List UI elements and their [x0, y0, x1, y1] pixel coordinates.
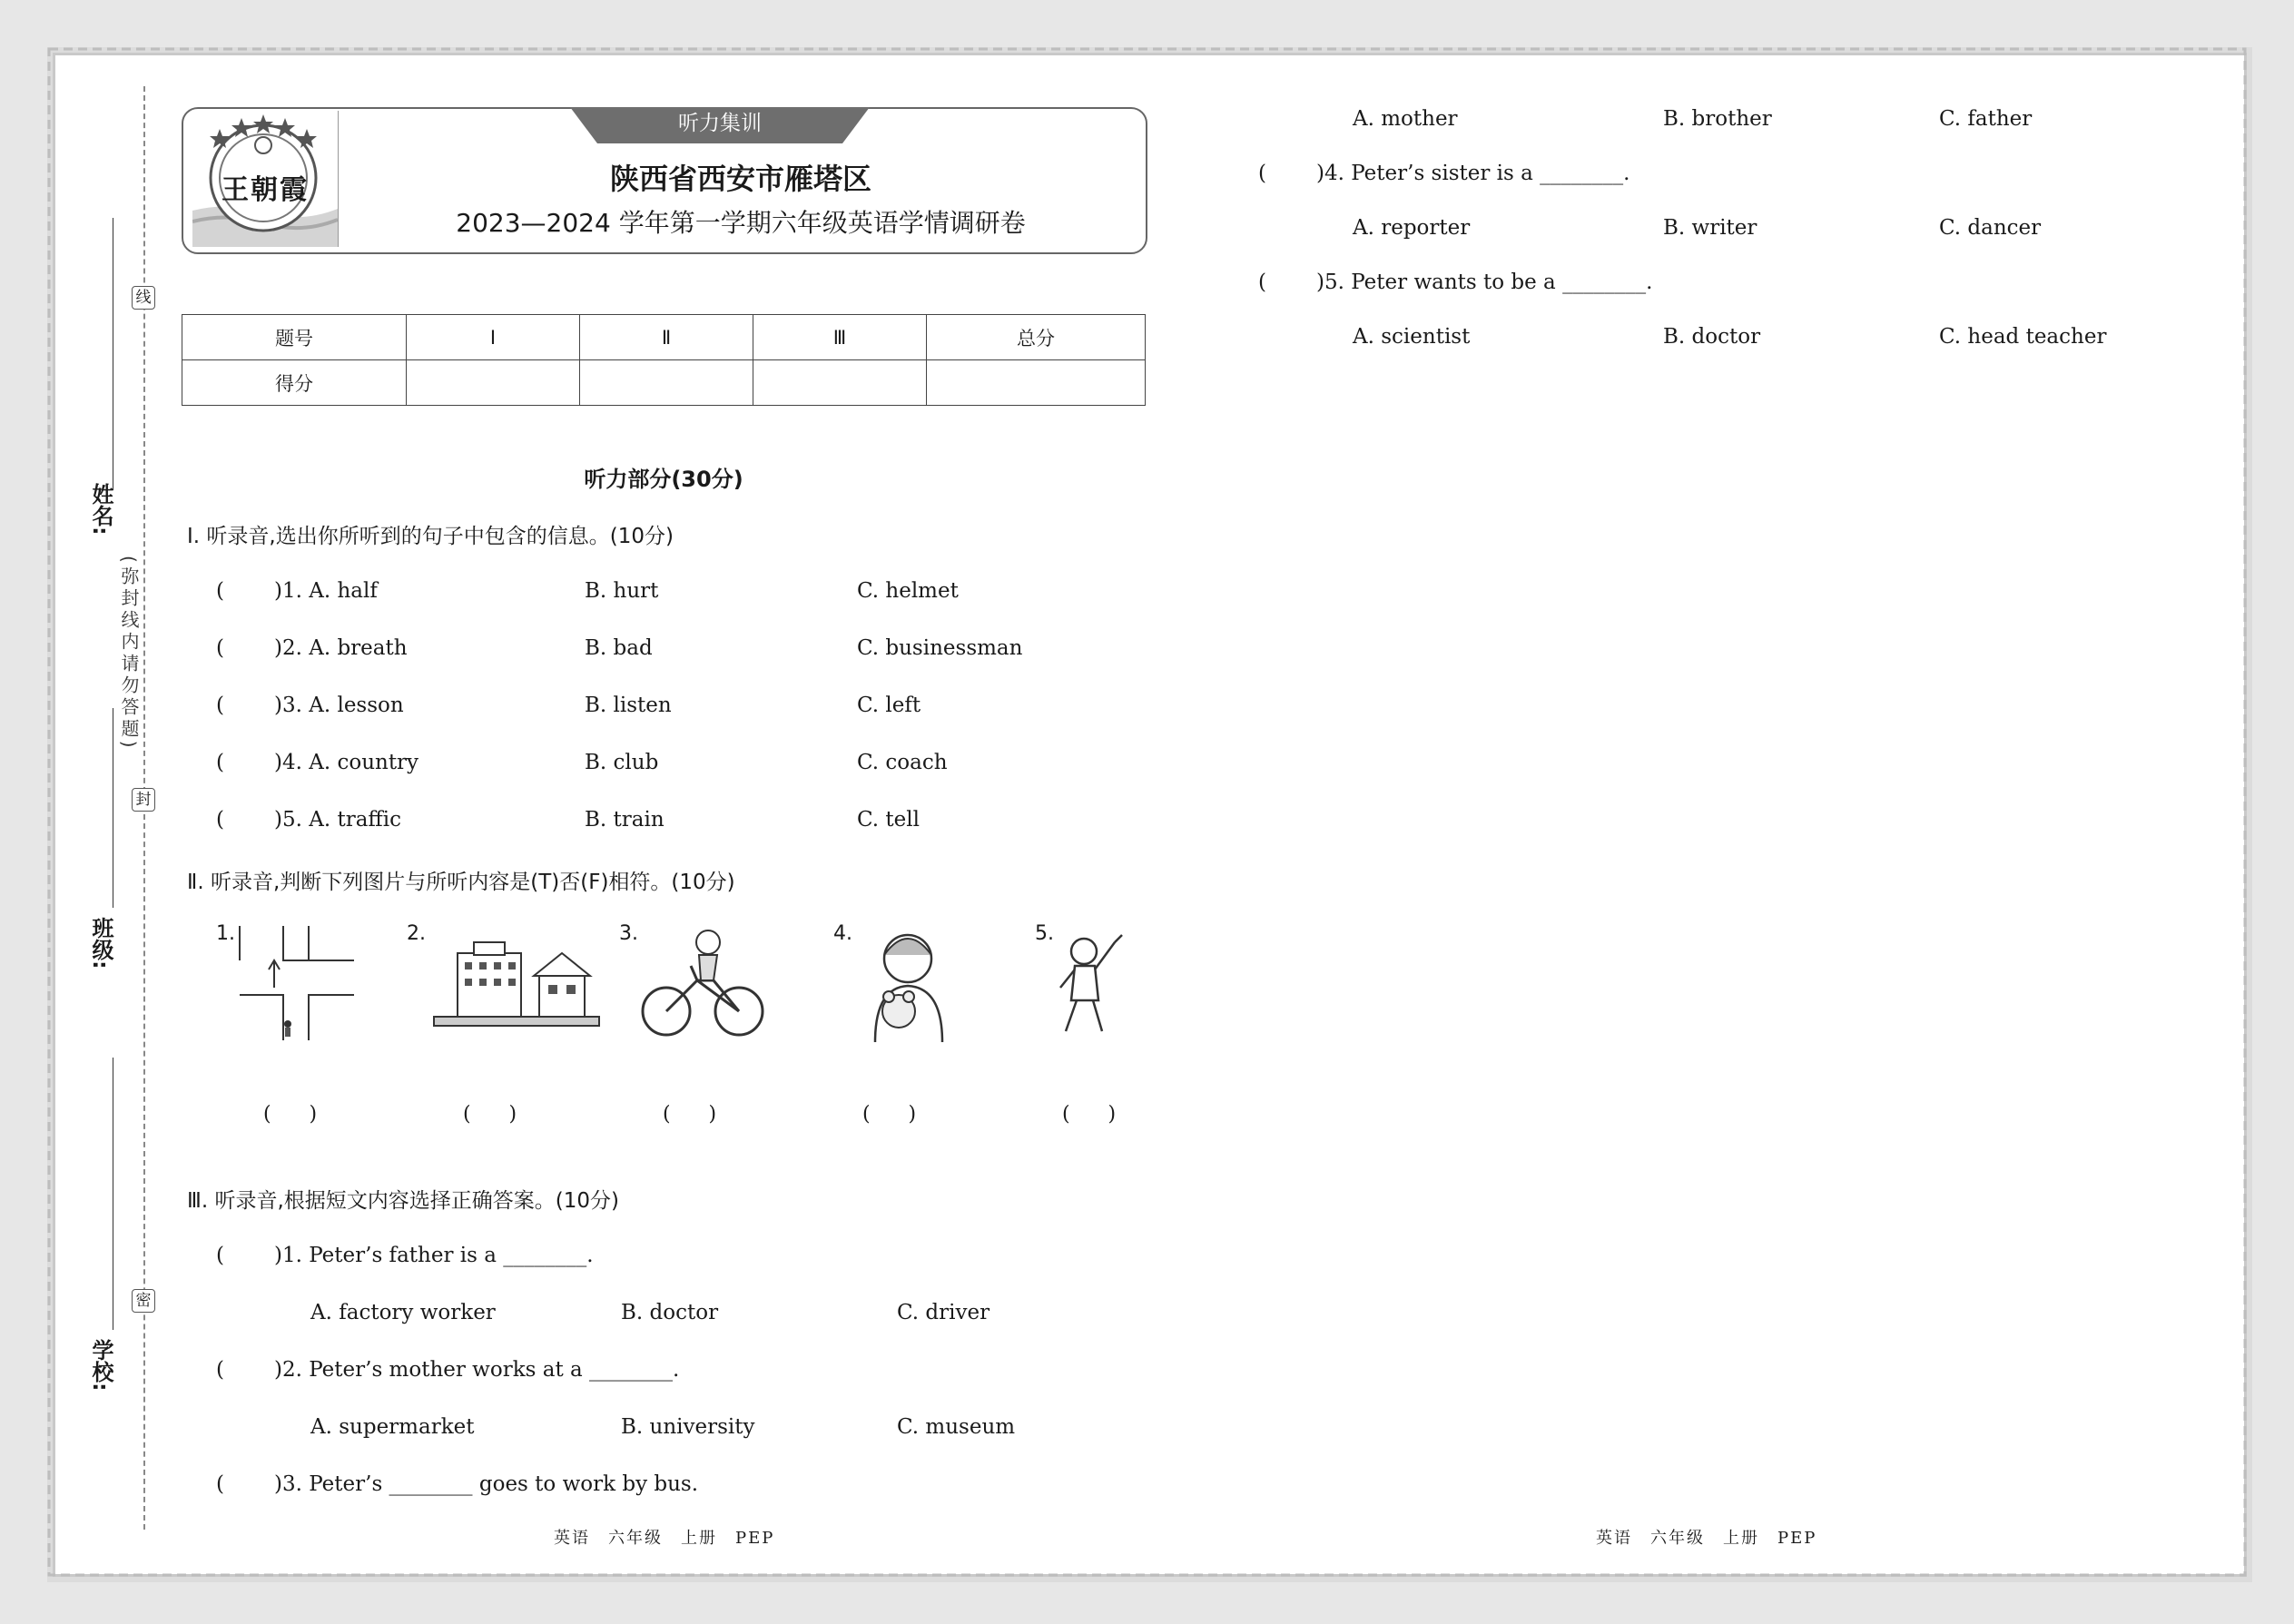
binding-notice: (弥封线内请勿答题): [118, 556, 140, 752]
s3-question-1-option-c: C. driver: [897, 1301, 990, 1324]
name-label: 姓名:: [88, 483, 113, 536]
question-5-option-b: B. train: [585, 808, 665, 832]
score-cell: Ⅱ: [580, 315, 753, 360]
school-label: 学校:: [88, 1339, 113, 1392]
question-4-option-b: B. club: [585, 751, 659, 774]
crossroad-picture: [238, 924, 356, 1042]
buildings-picture: [430, 935, 603, 1035]
section-1-title: Ⅰ. 听录音,选出你所听到的句子中包含的信息。(10分): [187, 525, 674, 548]
s3-question-1-option-b: B. doctor: [621, 1301, 719, 1324]
s3-question-3-option-a: A. mother: [1353, 107, 1458, 131]
question-5-option-a: )5. A. traffic: [274, 808, 401, 832]
answer-paren[interactable]: (: [1258, 271, 1266, 294]
answer-paren[interactable]: ( ): [463, 1103, 517, 1126]
brand-logo: [192, 111, 338, 247]
answer-paren[interactable]: (: [216, 636, 224, 660]
answer-paren[interactable]: (: [216, 808, 224, 832]
class-label: 班级:: [88, 917, 113, 969]
s3-question-2-stem: )2. Peter’s mother works at a ________.: [274, 1358, 680, 1382]
question-4-option-a: )4. A. country: [274, 751, 419, 774]
picture-4-number: 4.: [833, 922, 852, 945]
question-2-option-b: B. bad: [585, 636, 653, 660]
kungfu-boy-picture: [1049, 924, 1131, 1042]
s3-question-3-stem: )3. Peter’s ________ goes to work by bus.: [274, 1472, 699, 1496]
s3-question-2-option-a: A. supermarket: [310, 1415, 475, 1439]
score-cell: 题号: [182, 315, 407, 360]
s3-question-2-option-b: B. university: [621, 1415, 755, 1439]
answer-paren[interactable]: (: [216, 694, 224, 717]
picture-1-number: 1.: [216, 922, 235, 945]
s3-question-4-stem: )4. Peter’s sister is a ________.: [1316, 162, 1630, 185]
answer-paren[interactable]: ( ): [263, 1103, 318, 1126]
s3-question-4-option-a: A. reporter: [1353, 216, 1471, 240]
score-cell: 总分: [927, 315, 1146, 360]
score-row-label: 得分: [182, 360, 407, 406]
s3-question-3-option-c: C. father: [1939, 107, 2033, 131]
question-3-option-b: B. listen: [585, 694, 672, 717]
answer-paren[interactable]: (: [216, 579, 224, 603]
s3-question-5-option-a: A. scientist: [1353, 325, 1471, 349]
s3-question-3-option-b: B. brother: [1663, 107, 1772, 131]
answer-paren[interactable]: (: [216, 1358, 224, 1382]
picture-3-number: 3.: [619, 922, 638, 945]
question-2-option-a: )2. A. breath: [274, 636, 408, 660]
answer-paren[interactable]: (: [1258, 162, 1266, 185]
question-1-option-c: C. helmet: [857, 579, 959, 603]
answer-paren[interactable]: (: [216, 751, 224, 774]
question-3-option-c: C. left: [857, 694, 921, 717]
score-input-cell[interactable]: [927, 360, 1146, 406]
score-input-cell[interactable]: [407, 360, 580, 406]
score-input-cell[interactable]: [753, 360, 927, 406]
score-table-score-row: [182, 360, 1146, 406]
question-4-option-c: C. coach: [857, 751, 948, 774]
score-table: [182, 314, 1146, 406]
logo-text: 王朝霞: [222, 174, 309, 206]
score-table-header-row: [182, 315, 1146, 360]
s3-question-5-option-b: B. doctor: [1663, 325, 1761, 349]
s3-question-1-stem: )1. Peter’s father is a ________.: [274, 1244, 594, 1267]
line-mark: 线: [132, 286, 155, 310]
score-cell: Ⅲ: [753, 315, 927, 360]
answer-paren[interactable]: ( ): [663, 1103, 717, 1126]
question-1-option-b: B. hurt: [585, 579, 659, 603]
section-3-title: Ⅲ. 听录音,根据短文内容选择正确答案。(10分): [187, 1189, 620, 1213]
s3-question-5-stem: )5. Peter wants to be a ________.: [1316, 271, 1653, 294]
exam-title: 陕西省西安市雁塔区: [609, 162, 871, 196]
listening-section-title: 听力部分(30分): [584, 467, 743, 492]
s3-question-4-option-b: B. writer: [1663, 216, 1757, 240]
picture-5-number: 5.: [1035, 922, 1054, 945]
section-2-title: Ⅱ. 听录音,判断下列图片与所听内容是(T)否(F)相符。(10分): [187, 871, 735, 894]
footer-right: 英语 六年级 上册 PEP: [1596, 1529, 1817, 1548]
answer-paren[interactable]: (: [216, 1244, 224, 1267]
picture-2-number: 2.: [407, 922, 426, 945]
question-1-option-a: )1. A. half: [274, 579, 378, 603]
header-tab-label: 听力集训: [678, 112, 762, 135]
score-cell: Ⅰ: [407, 315, 580, 360]
s3-question-4-option-c: C. dancer: [1939, 216, 2042, 240]
s3-question-5-option-c: C. head teacher: [1939, 325, 2107, 349]
question-3-option-a: )3. A. lesson: [274, 694, 404, 717]
s3-question-2-option-c: C. museum: [897, 1415, 1016, 1439]
seal-mark: 封: [132, 788, 155, 812]
exam-subtitle: 2023—2024 学年第一学期六年级英语学情调研卷: [456, 208, 1026, 238]
answer-paren[interactable]: ( ): [1062, 1103, 1117, 1126]
score-input-cell[interactable]: [580, 360, 753, 406]
s3-question-1-option-a: A. factory worker: [310, 1301, 496, 1324]
bike-picture: [641, 926, 764, 1044]
girl-with-teddy-picture: [848, 928, 957, 1042]
answer-paren[interactable]: (: [216, 1472, 224, 1496]
question-5-option-c: C. tell: [857, 808, 920, 832]
secret-mark: 密: [132, 1289, 155, 1313]
question-2-option-c: C. businessman: [857, 636, 1023, 660]
footer-left: 英语 六年级 上册 PEP: [554, 1529, 775, 1548]
answer-paren[interactable]: ( ): [862, 1103, 917, 1126]
